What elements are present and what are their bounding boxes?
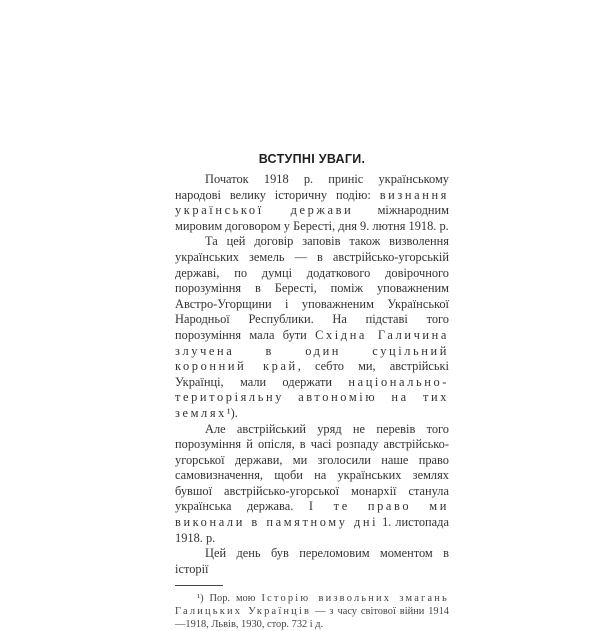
text: — з часу світової війни 1914—1918, Львів, 1930, стор. 732 і д. [175,606,449,631]
paragraph-4 [175,546,449,577]
text: , себто ми, австрійські Українці, мали одержати [175,359,450,389]
paragraph-1 [175,172,449,234]
text: 1. листопада 1918. р. [175,515,449,545]
emphasis-spaced: І те право ми виконали в памятному дні [175,499,449,530]
text: ¹) Пор. мою [197,593,262,605]
footnote-divider [175,585,223,586]
emphasis-spaced: визнання української держави [175,187,449,218]
emphasis-spaced: національно-територіяльну автономію на тих землях [175,374,449,420]
footnote [175,592,449,631]
text: Початок 1918 р. приніс українському народові велику історичну подію: [175,172,449,202]
text: Та цей договір заповів також визволення українських земель — в австрійсько-угорській державі, по думці додаткового довірочного порозуміння в Бересті, поміж уповажненим Австро-Угорщини і уповажненим Української Народньої Республики. На підставі того порозуміння мала бути [175,234,449,342]
section-title: ВСТУПНІ УВАГИ. [258,152,366,166]
emphasis-spaced: Східна Галичина злучена в один суцільний коронний край [175,327,449,374]
paragraph-3 [175,422,449,547]
paragraph-2 [175,234,449,421]
emphasis-spaced: Історію визвольних змагань Галицьких Українців [175,593,449,618]
document-page [175,150,449,631]
text: Але австрійський уряд не перевів того порозуміння й опісля, в часі розпаду австрійсько-угорської держави, ми зголосили наше право самовизначення, щоби на українських землях бувшої австрійсько-угорської монархії станула українська держава. [175,421,449,514]
text: міжнародним мировим договором у Бересті, дня 9. лютня 1918. р. [175,203,449,233]
footnote-ref: ¹). [226,405,238,420]
text: Цей день був переломовим моментом в історії [175,546,449,576]
